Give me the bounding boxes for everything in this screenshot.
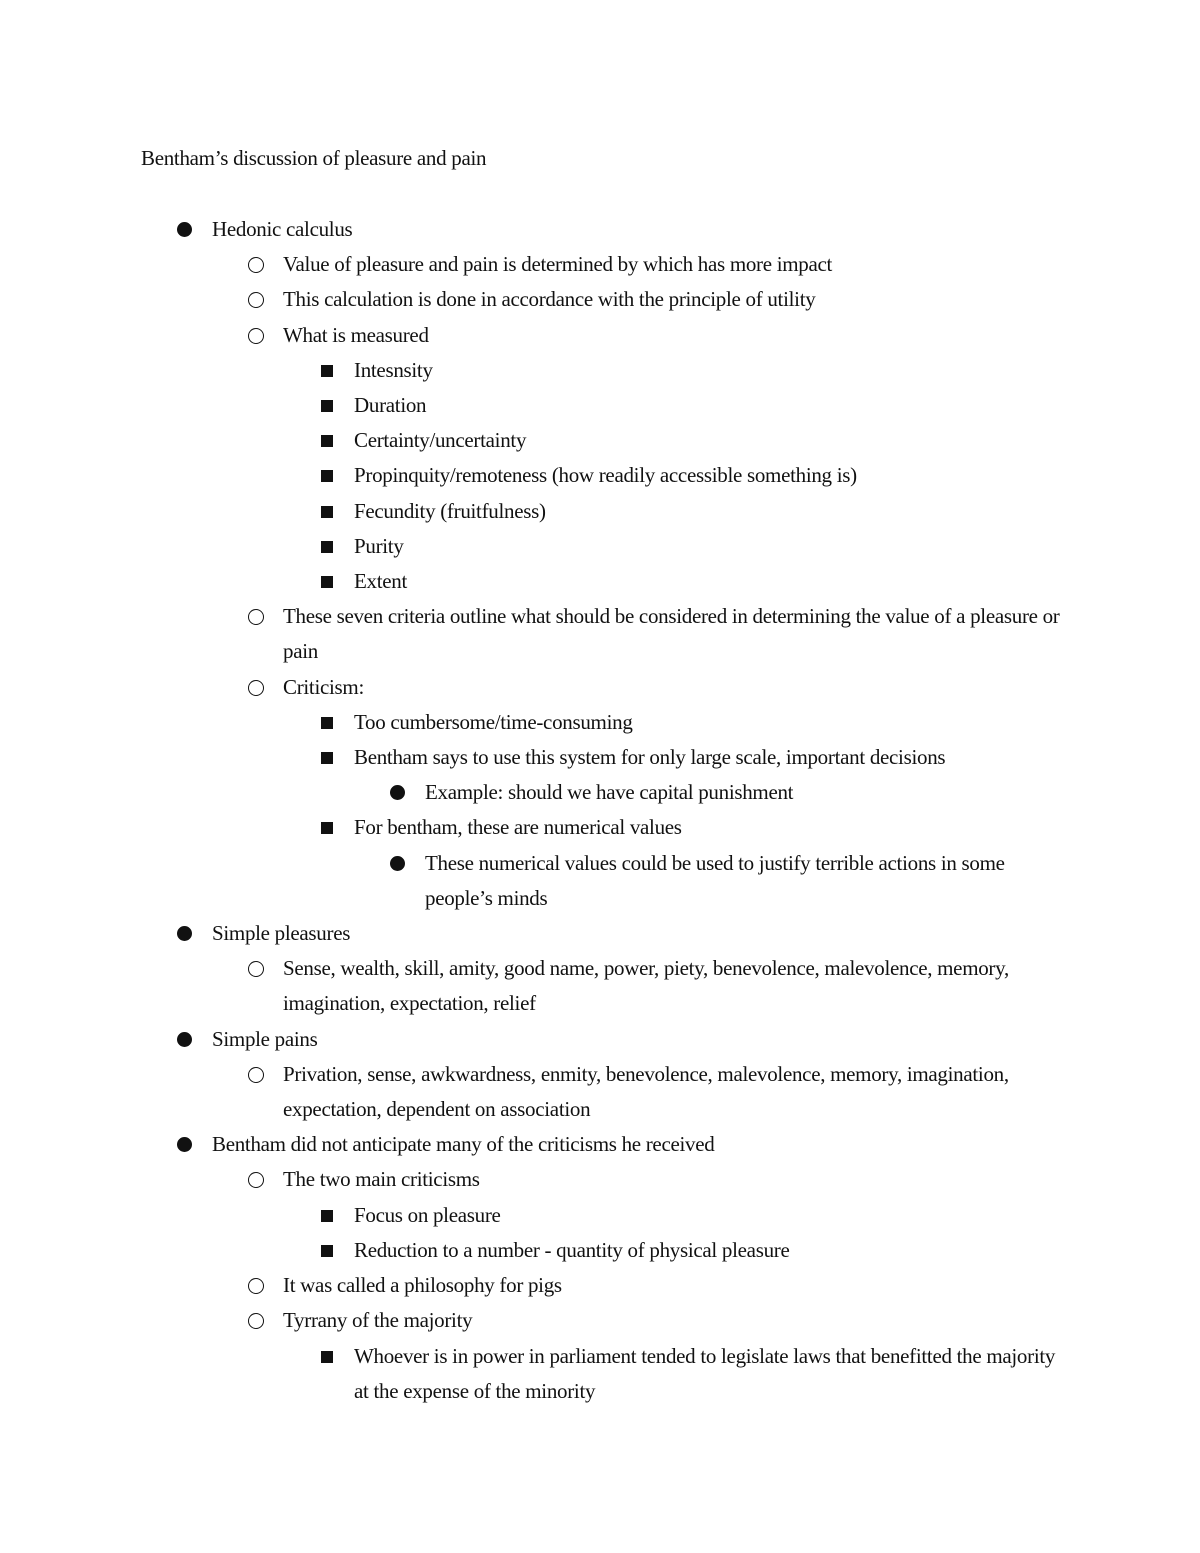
hollow-circle-bullet-icon [248,292,264,308]
list-item [425,846,1072,916]
list-item [354,705,1072,740]
list-item-text: Too cumbersome/time-consuming [354,709,633,734]
hollow-circle-bullet-icon [248,961,264,977]
list-item [425,775,1072,810]
sub-list [283,705,1072,916]
square-bullet-icon [321,541,333,553]
list-item-text: Purity [354,533,404,558]
list-item-text: Simple pains [212,1026,318,1051]
filled-circle-bullet-icon [177,926,192,941]
list-item [283,1057,1072,1127]
list-item [354,423,1072,458]
list-item-text: Hedonic calculus [212,217,353,241]
hollow-circle-bullet-icon [248,680,264,696]
list-item [283,1268,1072,1303]
square-bullet-icon [321,400,333,412]
list-item-text: Extent [354,569,408,594]
list-item-text: These seven criteria outline what should be considered in determining the value of a pleasure or pain [283,604,1060,664]
list-item-text: These numerical values could be used to justify terrible actions in some people’s minds [425,850,1005,910]
list-item-text: The two main criticisms [283,1167,480,1192]
list-item-text: Example: should we have capital punishment [425,780,794,805]
square-bullet-icon [321,822,333,834]
filled-circle-bullet-icon [177,222,192,237]
hollow-circle-bullet-icon [248,1172,264,1188]
sub-list [212,247,1072,916]
list-item [354,1198,1072,1233]
sub-list [212,1057,1072,1127]
list-item [212,212,1072,916]
square-bullet-icon [321,1351,333,1363]
list-item [354,740,1072,810]
list-item [283,670,1072,916]
list-item-text: This calculation is done in accordance with the principle of utility [283,287,816,312]
list-item [212,1127,1072,1409]
list-item [354,529,1072,564]
list-item [354,494,1072,529]
filled-circle-bullet-icon [390,856,405,871]
list-item [283,951,1072,1021]
list-item-text: Reduction to a number - quantity of physical pleasure [354,1237,790,1262]
list-item [283,282,1072,317]
list-item [283,318,1072,600]
square-bullet-icon [321,717,333,729]
list-item-text: Sense, wealth, skill, amity, good name, power, piety, benevolence, malevolence, memory, imagination, expectation, relief [283,956,1009,1016]
outline-list [212,212,1072,1409]
list-item [283,599,1072,669]
filled-circle-bullet-icon [390,785,405,800]
list-item-text: Duration [354,393,427,418]
hollow-circle-bullet-icon [248,609,264,625]
list-item-text: For bentham, these are numerical values [354,815,682,840]
list-item-text: It was called a philosophy for pigs [283,1273,562,1298]
sub-list [354,846,1072,916]
sub-list [283,353,1072,599]
hollow-circle-bullet-icon [248,1278,264,1294]
list-item [354,353,1072,388]
square-bullet-icon [321,752,333,764]
list-item-text: Focus on pleasure [354,1202,501,1227]
square-bullet-icon [321,506,333,518]
list-item [354,810,1072,916]
list-item [354,458,1072,493]
list-item-text: Criticism: [283,674,365,699]
list-item-text: Privation, sense, awkwardness, enmity, benevolence, malevolence, memory, imagination, expectation, dependent on association [283,1061,1009,1122]
filled-circle-bullet-icon [177,1137,192,1152]
sub-list [354,775,1072,810]
square-bullet-icon [321,576,333,588]
list-item [354,1339,1072,1409]
sub-list [283,1339,1072,1409]
list-item-text: Certainty/uncertainty [354,428,527,453]
hollow-circle-bullet-icon [248,257,264,273]
hollow-circle-bullet-icon [248,328,264,344]
list-item-text: Whoever is in power in parliament tended to legislate laws that benefitted the majority at the expense of the minority [354,1343,1056,1403]
list-item-text: Propinquity/remoteness (how readily accessible something is) [354,463,857,488]
list-item [283,247,1072,282]
list-item-text: Bentham says to use this system for only large scale, important decisions [354,745,946,770]
square-bullet-icon [321,1245,333,1257]
list-item-text: Value of pleasure and pain is determined by which has more impact [283,252,833,277]
square-bullet-icon [321,365,333,377]
list-item-text: Bentham did not anticipate many of the criticisms he received [212,1132,715,1157]
list-item [354,1233,1072,1268]
square-bullet-icon [321,435,333,447]
list-item-text: Fecundity (fruitfulness) [354,498,546,523]
list-item [354,564,1072,599]
hollow-circle-bullet-icon [248,1313,264,1329]
list-item [354,388,1072,423]
list-item [212,1022,1072,1128]
filled-circle-bullet-icon [177,1032,192,1047]
list-item-text: Tyrrany of the majority [283,1308,473,1333]
list-item [283,1303,1072,1409]
sub-list [283,1198,1072,1268]
list-item-text: What is measured [283,322,429,347]
sub-list [212,951,1072,1021]
hollow-circle-bullet-icon [248,1067,264,1083]
list-item-text: Simple pleasures [212,921,351,946]
square-bullet-icon [321,1210,333,1222]
document-title: Bentham’s discussion of pleasure and pain [141,146,487,170]
list-item [283,1162,1072,1268]
sub-list [212,1162,1072,1408]
square-bullet-icon [321,470,333,482]
list-item [212,916,1072,1022]
list-item-text: Intesnsity [354,357,433,382]
